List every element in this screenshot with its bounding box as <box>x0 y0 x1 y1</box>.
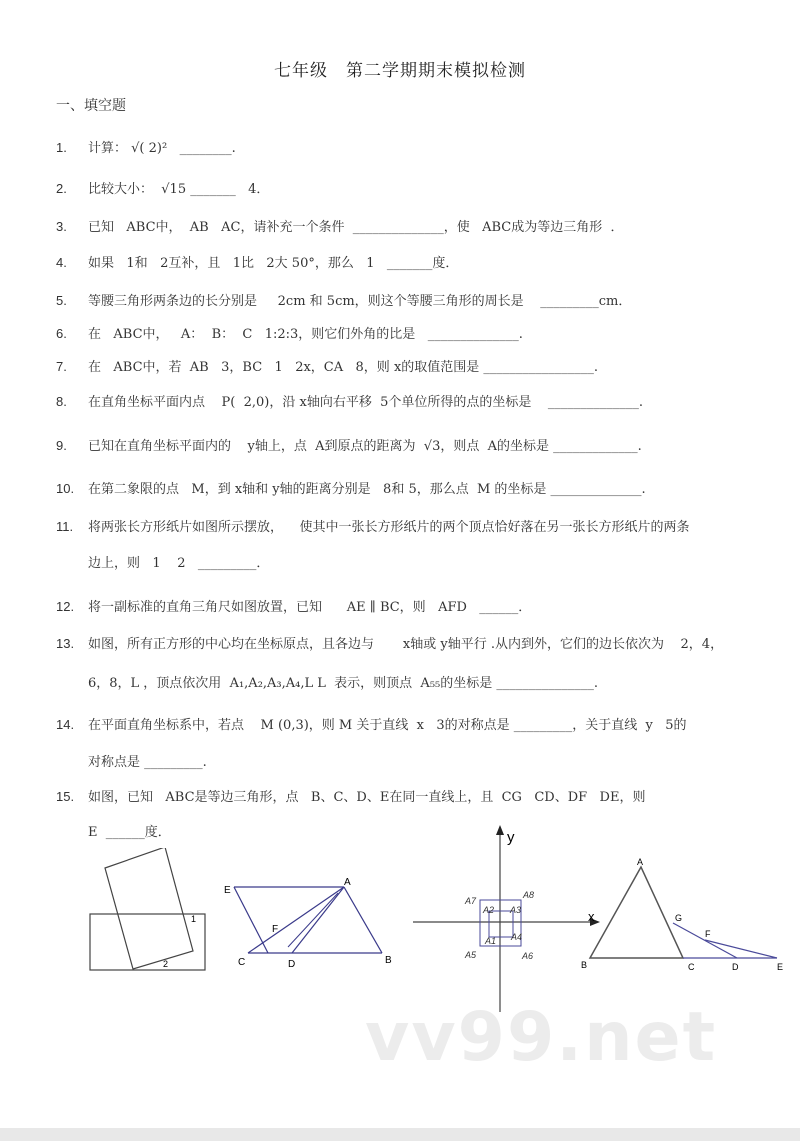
point-A2: A2 <box>483 905 495 915</box>
figure-triangle-rulers <box>220 875 400 970</box>
question-5 <box>56 290 631 309</box>
question-text: 比较大小： √15 _______ 4． <box>88 182 270 197</box>
question-8 <box>56 391 643 410</box>
point-C-label: C <box>688 962 695 972</box>
question-text: 边上，则 1 2 _________． <box>88 556 270 571</box>
question-13-continued <box>88 672 598 691</box>
question-10 <box>56 478 646 497</box>
question-number: 11. <box>56 519 74 534</box>
question-14-continued <box>88 751 207 770</box>
question-text: 已知 ABC中， AB AC，请补充一个条件 ______________，使 ABC成为等边三角形 ． <box>88 220 624 235</box>
point-A4: A4 <box>511 932 523 942</box>
question-number: 9. <box>56 438 67 453</box>
question-12 <box>56 596 531 615</box>
point-A7: A7 <box>465 896 477 906</box>
point-A-label: A <box>344 877 351 888</box>
question-15 <box>56 786 645 805</box>
question-text: 等腰三角形两条边的长分别是 2cm 和 5cm，则这个等腰三角形的周长是 _________cm． <box>88 294 632 309</box>
question-2 <box>56 178 269 197</box>
point-G-label: G <box>675 913 683 923</box>
tilted-rectangle <box>105 848 193 969</box>
page-bottom-edge <box>0 1128 800 1141</box>
question-text: 将两张长方形纸片如图所示摆放， 使其中一张长方形纸片的两个顶点恰好落在另一张长方形纸片的两条 <box>88 520 690 535</box>
question-text: 计算： √( 2)² ________. <box>88 141 236 156</box>
question-3 <box>56 216 624 235</box>
question-text: 如图，所有正方形的中心均在坐标原点，且各边与 x轴或 y轴平行 .从内到外，它们的边长依次为 2，4， <box>88 637 724 652</box>
question-text: 6，8，L ，顶点依次用 A₁,A₂,A₃,A₄,L L 表示，则顶点 A₅₅的坐标是 _______________. <box>88 676 599 691</box>
section-heading: 一、填空题 <box>56 98 126 114</box>
angle-2-label: 2 <box>163 959 169 969</box>
y-axis-label: y <box>507 829 515 846</box>
point-A3: A3 <box>510 905 522 915</box>
question-number: 12. <box>56 599 75 614</box>
question-11 <box>56 516 690 535</box>
question-4 <box>56 252 458 271</box>
x-axis-label: x <box>588 909 595 924</box>
point-D-label: D <box>732 962 739 972</box>
question-number: 15. <box>56 789 75 804</box>
point-C-label: C <box>238 957 246 968</box>
question-number: 6. <box>56 326 67 341</box>
question-13 <box>56 633 723 652</box>
question-text: 已知在直角坐标平面内的 y轴上，点 A到原点的距离为 √3，则点 A的坐标是 _____________. <box>88 439 642 454</box>
figure-equilateral-triangle <box>575 855 795 975</box>
question-number: 13. <box>56 636 75 651</box>
angle-1-label: 1 <box>191 914 197 924</box>
question-text: 如果 1和 2互补，且 1比 2大 50°，那么 1 _______度． <box>88 256 459 271</box>
question-text: 对称点是 _________. <box>88 755 207 770</box>
point-E-label: E <box>777 962 784 972</box>
question-text: 在直角坐标平面内点 P( 2,0)，沿 x轴向右平移 5个单位所得的点的坐标是 ______________. <box>88 395 644 410</box>
question-number: 10. <box>56 481 75 496</box>
point-B-label: B <box>581 960 588 970</box>
question-15-continued <box>88 821 171 840</box>
point-A1: A1 <box>485 936 497 946</box>
question-number: 7. <box>56 359 67 374</box>
question-6 <box>56 323 523 342</box>
question-number: 2. <box>56 181 67 196</box>
point-B-label: B <box>385 955 392 966</box>
question-text: 在平面直角坐标系中，若点 M (0,3)，则 M 关于直线 x 3的对称点是 _________，关于直线 y 5的 <box>88 718 687 733</box>
question-number: 5. <box>56 293 67 308</box>
question-number: 14. <box>56 717 75 732</box>
question-number: 3. <box>56 219 67 234</box>
point-F-label: F <box>272 924 279 935</box>
point-A8: A8 <box>523 890 535 900</box>
page-title: 七年级 第二学期期末模拟检测 <box>274 61 526 81</box>
point-A-label: A <box>637 857 644 867</box>
question-text: 将一副标准的直角三角尺如图放置，已知 AE ∥ BC，则 AFD ______． <box>88 600 532 615</box>
point-F-label: F <box>705 929 711 939</box>
question-1 <box>56 137 236 156</box>
point-D-label: D <box>288 959 296 970</box>
question-7 <box>56 356 598 375</box>
horizontal-rectangle <box>90 914 205 970</box>
question-11-continued <box>88 552 269 571</box>
question-14 <box>56 714 687 733</box>
question-number: 8. <box>56 394 67 409</box>
question-number: 1. <box>56 140 67 155</box>
point-E-label: E <box>224 885 231 896</box>
point-A5: A5 <box>465 950 477 960</box>
question-text: E ______度． <box>88 825 171 840</box>
question-text: 如图，已知 ABC是等边三角形，点 B、C、D、E在同一直线上，且 CG CD、DF DE，则 <box>88 790 646 805</box>
figure-rectangles <box>85 848 215 978</box>
question-text: 在第二象限的点 M，到 x轴和 y轴的距离分别是 8和 5，那么点 M 的坐标是 ______________. <box>88 482 646 497</box>
question-9 <box>56 435 642 454</box>
question-text: 在 ABC中，若 AB 3，BC 1 2x，CA 8，则 x的取值范围是 _________________. <box>88 360 599 375</box>
watermark: vv99.net <box>365 998 718 1077</box>
question-number: 4. <box>56 255 67 270</box>
point-A6: A6 <box>522 951 534 961</box>
question-text: 在 ABC中， A： B： C 1:2:3，则它们外角的比是 ______________. <box>88 327 523 342</box>
